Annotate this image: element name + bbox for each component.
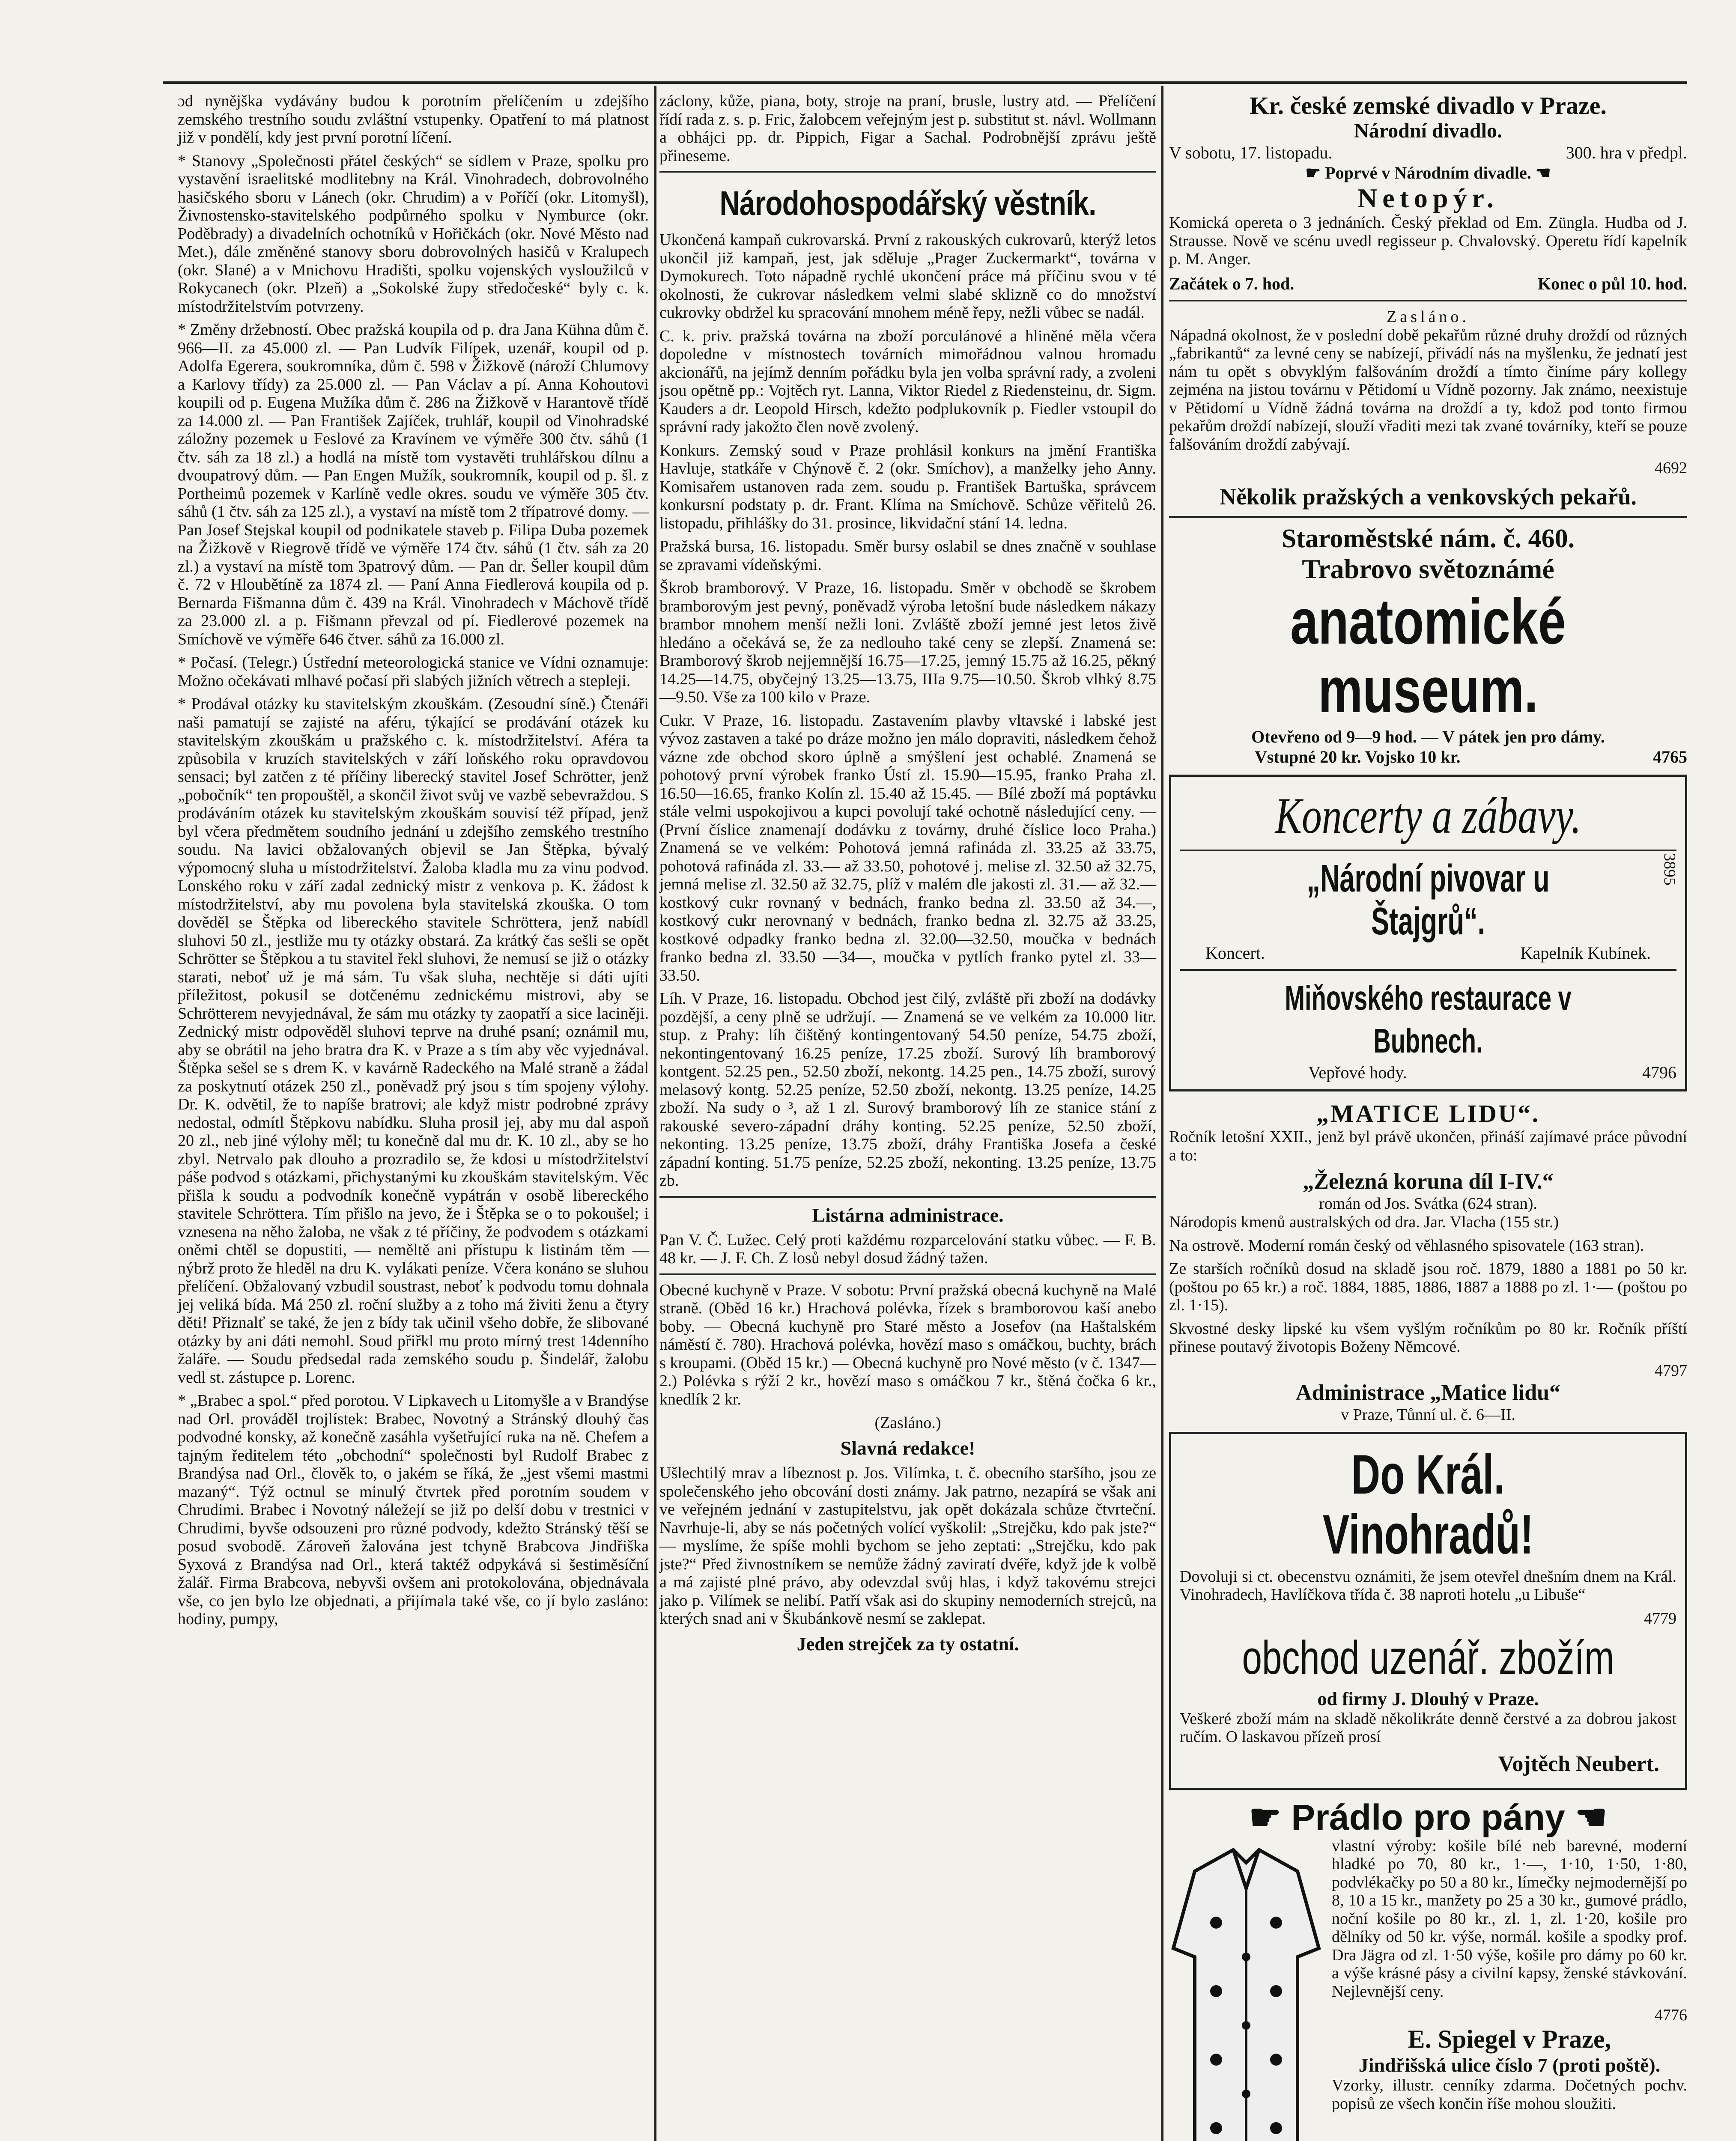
article-stanovy: * Stanovy „Společnosti přátel českých“ se sídlem v Praze, spolku pro vystavění israelitské modlitebny na Král. Vinohradech, dobrovolného hasičského sboru v Lánech (okr. Chrudim) a v Poříčí (okr. Litomyšl), Živnostensko-stavitelského podpůrného spolku v Nymburce (okr. Poděbrady) a divadelních ochotníků v Hořičkách (okr. Nové Město nad Met.), dále změněné stanovy sboru dobrovolných hasičů v Kralupech (okr. Slané) a v Mnichovu Hradišti, spolku vojenských vysloužilců v Rokycanech (okr. Plzeň) a „Sokolské župy středočeské“ byly c. k. místodržitelstvím potvrzeny. [178, 152, 649, 316]
theatre-desc: Komická opereta o 3 jednáních. Český překlad od Em. Züngla. Hudba od J. Strausse. Nově ve scénu uvedl regisseur p. Chvalovský. Operetu řídí kapelník p. M. Anger. [1169, 214, 1687, 268]
article-pocasi: * Počasí. (Telegr.) Ústřední meteorologická stanice ve Vídni oznamuje: Možno očekávati mlhavé počasí při slabých jižních větrech a stepleji. [178, 653, 649, 690]
zaslano2-label: Zasláno. [1387, 307, 1470, 326]
eco-skrob: Škrob bramborový. V Praze, 16. listopadu. Směr v obchodě se škrobem bramborovým jest pevný, poněvadž výroba letošní bude následkem nákazy brambor mnohem menší nežli loni. Zvláště zboží jemné jest letos živě hledáno a očekává se, že za nedlouho také ceny se zlepší. Znamená se: Bramborový škrob nejjemnější 16.75—17.25, jemný 15.75 až 16.25, pěkný 14.25—14.75, obyčejný 13.25—13.75, IIIa 9.75—10.50. Škrob vlhký 8.75—9.50. Vše za 100 kilo v Praze. [659, 579, 1156, 706]
matice-intro: Ročník letošní XXII., jenž byl právě ukončen, přináší zajímavé práce původní a to: [1169, 1128, 1687, 1164]
column-rule-1 [654, 86, 656, 2141]
theatre-times [1169, 274, 1687, 294]
separator [1180, 850, 1676, 851]
listarna-title: Listárna administrace. [812, 1204, 1004, 1226]
theatre-rep: 300. hra v předpl. [1566, 143, 1687, 162]
hand-pointer-icon: ☛ [1249, 1797, 1292, 1837]
vinohrady-offer: Veškeré zboží mám na skladě několikráte denně čerstvé a za dobrou jakost ručím. O laskavou přízeň prosí [1180, 1709, 1676, 1746]
hody-label: Vepřové hody. [1308, 1063, 1407, 1082]
pivovar-title: „Národní pivovar u Štajgrů“. [1306, 857, 1550, 943]
hand-pointer-icon: ☚ [1565, 1797, 1608, 1837]
eco-konkurs: Konkurs. Zemský soud v Praze prohlásil konkurs na jmění Františka Havluje, statkáře v Chýnově č. 2 (okr. Smíchov), a manželky jeho Anny. Komisařem ustanoven rada zem. soudu p. František Bartuška, správcem konkursní podstaty p. dr. Frant. Klíma na Smíchově. Schůze věřitelů 26. listopadu, přihlášky do 31. prosince, likvidační stání 14. ledna. [659, 441, 1156, 532]
koncert-label: Koncert. [1205, 943, 1265, 963]
hand-pointer-icon: ☛ [1305, 163, 1325, 182]
article-otazky: * Prodával otázky ku stavitelským zkouškám. (Zesoudní síně.) Čtenáři naši pamatují se zajisté na aféru, týkající se prodávání otázek ku stavitelským zkouškám u pražského c. k. místodržitelství. Aféra ta způsobila v kruzích stavitelských v září loňského roku opravdovou sensaci; byl zatčen z té příčiny liberecký stavitel Josef Schrötter, jenž „pobočník“ ten propouštěl, a skončil život svůj ve vazbě sebevraždou. S prodáváním otázek ku stavitelským zkouškám souvisí též případ, jenž byl včera předmětem soudního jednání u zdejšího zemského trestního soudu. Na lavici obžalovaných objevil se Jan Štěpka, bývalý výpomocný sluha u místodržitelství. Žaloba kladla mu za vinu podvod. Lonského roku v září zadal zednický mistr z venkova p. K. žádost k místodržitelství, aby mu povolena byla stavitelská zkouška. O tom dověděl se Štěpka od libereckého stavitele Schröttera, jenž nabídl sluhovi 50 zl., jestliže mu ty otázky obstará. Za krátký čas sešli se opět Schrötter se Štěpkou a tu stavitel řekl sluhovi, že nemusí se již o otázky starati, neboť už je má sám. Tu však sluha, nechtěje si dáti ujíti příležitost, pokusil se dotčenému zednickému mistrovi, aby se Schrötterem nevyjednával, že sám mu otázky ty zaopatří a sice laciněji. Zednický mistr odpověděl sluhovi teprve na druhé psaní; oznámil mu, aby se obrátil na jeho bratra dra K. v Praze a s tím aby věc vyjednával. Štěpka sešel se s drem K. v kavárně Radeckého na Malé straně a žádal za poskytnutí otázek 250 zl., poněvadž prý jsou s tím spojeny výlohy. Dr. K. odvětil, že to napíše bratrovi; ale když mistr podrobné zprávy nedostal, odmítl Štěpkovu nabídku. Sluha prosil jej, aby mu dal aspoň 20 zl., neb jiné výlohy měl; tu konečně dal mu dr. K. 10 zl., aby se ho zbyl. Netrvalo pak dlouho a prozradilo se, že kdosi u místodržitelství páše podvod s otázkami, přichystanými ku zkouškám stavitelským. Věc přišla k soudu a podvodník konečně vypátrán v osobě libereckého stavitele Schröttera. Tím přišlo na jevo, že i Štěpka se o to pokoušel; i vznesena na něho žaloba, ne však z té příčiny, že podvodem s otázkami oněmi chtěl se dopustiti, — neměltě ani přístupu k listinám těm — nýbrž proto že hleděl na dru K. vylákati peníze. Včera konáno se sluhou přelíčení. Obžalovaný vzbudil soustrast, neboť k podvodu tomu dohnala jej veliká bída. Má 250 zl. roční služby a z toho má živiti ženu a čtyry děti! Přiznalť se také, že jen z bídy tak učinil všeho dobře, že slibované otázky by ani dáti nemohl. Soud přiřkl mu proto mírný trest 14denního žaláře. — Soudu předsedal rada zemského soudu p. Šindelář, žalobu vedl st. zástupce p. Lorenc. [178, 695, 649, 1387]
separator [659, 1273, 1156, 1275]
matice-book3: Na ostrově. Moderní román český od věhlasného spisovatele (163 stran). [1169, 1236, 1644, 1255]
zaslano-sign: Jeden strejček za ty ostatní. [796, 1633, 1019, 1655]
shirt-illustration-icon [1169, 1837, 1323, 2141]
theatre-play: Netopýr. [1357, 183, 1499, 213]
separator [659, 1196, 1156, 1198]
vinohrady-firm: od firmy J. Dlouhý v Praze. [1317, 1688, 1539, 1709]
vinohrady-box [1169, 1432, 1687, 1790]
matice-book1-desc: román od Jos. Svátka (624 stran). [1319, 1195, 1537, 1213]
vinohrady-sign: Vojtěch Neubert. [1498, 1751, 1659, 1776]
zaslano2-num: 4692 [1655, 459, 1687, 477]
column-2 [659, 92, 1156, 2141]
museum-price-row [1169, 747, 1687, 767]
museum-address: Staroměstské nám. č. 460. [1281, 524, 1575, 553]
pradlo-num: 4776 [1655, 2006, 1687, 2024]
museum-title: anatomické museum. [1290, 585, 1566, 726]
listarna-text: Pan V. Č. Lužec. Celý proti každému rozparcelování statku vůbec. — F. B. 48 kr. — J. F. Ch. Z losů nebyl dosud žádný tažen. [659, 1231, 1156, 1267]
top-rule [163, 81, 1687, 84]
article-brabec-continued: záclony, kůže, piana, boty, stroje na praní, brusle, lustry atd. — Přelíčení řídí rada z. s. p. Fric, žalobcem veřejným jest p. substitut st. návl. Wollmann a obhájci pp. dr. Pippich, Figar a Sachal. Podrobnější zprávu ještě přineseme. [659, 92, 1156, 165]
matice-title: „MATICE LIDU“. [1316, 1100, 1540, 1127]
matice-next: Skvostné desky lipské ku všem vyšlým ročníkům po 80 kr. Ročník příští přinese poutavý životopis Boženy Němcové. [1169, 1319, 1687, 1356]
zaslano2-text: Nápadná okolnost, že v poslední době pekařům různé druhy droždí od různých „fabrikantů“ za levné ceny se nabízejí, přivádí nás na myšlenku, že jednatí jest nám tu opět s obvyklým falšováním droždí a tímto činíme páry kollegy zejména na jistou továrnu v Pětidomí u Vídně pozorny. Jak známo, neexistuje v Pětidomí u Vídně žádná továrna na droždí a ty, kdož pod tonto firmou pekařům droždí nabízejí, slouží vřaditi mezi tak zvané továrníky, kteří se pouze falšováním droždí zabývají. [1169, 326, 1687, 453]
eco-kampan: Ukončená kampaň cukrovarská. První z rakouských cukrovarů, kterýž letos ukončil již kampaň, jest, jak sděluje „Prager Zuckermarkt“, továrna v Dymokurech. Toto nápadně rychlé ukončení práce má příčinu svou v té okolnosti, že cukrovar následkem velmi slabé sklizně co do množství cukrovky obdržel ku spracování mnohem méně řepy, nežli vůbec se nadál. [659, 231, 1156, 322]
matice-older: Ze starších ročníků dosud na skladě jsou roč. 1879, 1880 a 1881 po 50 kr. (poštou po 65 kr.) a roč. 1884, 1885, 1886, 1887 a 1888 po zl. 1·— (poštou po zl. 1·15). [1169, 1260, 1687, 1314]
zaslano2-sign: Několik pražských a venkovských pekařů. [1220, 484, 1637, 510]
article-vstupenky: ɔd nynějška vydávány budou k porotním přelíčením u zdejšího zemského trestního soudu zvláštní vstupenky. Opatření to má platnost již v pondělí, kdy jest první porotní líčení. [178, 92, 649, 146]
separator [1180, 969, 1676, 971]
pradlo-text: vlastní výroby: košile bílé neb barevné, moderní hladké po 70, 80 kr., 1·—, 1·10, 1·50, 1·80, podvlékačky po 50 a 80 kr., límečky nejmodernější po 8, 10 a 15 kr., manžety po 25 a 30 kr., gumové prádlo, noční košile po 80 kr., zl. 1, zl. 1·20, košile pro dělníky od 50 kr. výše, normál. košile a spodky prof. Dra Jägra od zl. 1·50 výše, košile pro dámy po 60 kr. a výše krásné pásy a civilní kapsy, ženské stávkování. Nejlevnější ceny. [1332, 1837, 1687, 2001]
separator [1169, 300, 1687, 301]
vinohrady-shop: obchod uzenář. zbožím [1242, 1631, 1614, 1684]
theatre-subtitle: Národní divadlo. [1354, 119, 1502, 142]
zaslano-label: (Zasláno.) [874, 1414, 941, 1432]
article-brabec: * „Brabec a spol.“ před porotou. V Lipkavech u Litomyšle a v Brandýse nad Orl. prováděl trojlístek: Brabec, Novotný a Stránský dlouhý čas podvodné konsky, až konečně zasáhla vyšetřující ruka na ně. Chefem a tajným ředitelem této „obchodní“ společnosti byl Rudolf Brabec z Brandýsa nad Orl., člověk to, o jakém se říká, že „jest všemi mastmi mazaný“. Týž octnul se minulý čtvrtek před porotním soudem v Chrudimi. Brabec i Novotný náležejí se již po delší dobu v trestnici v Chrudimi, byvše odsouzeni pro různé podvody, kdežto Stránský těší se posud svobodě. Zároveň žalována jest tchyně Brabcova Jindřiška Syxová z Brandýsa nad Orl., která taktéž odpykává si šestiměsíční žalář. Firma Brabcova, nebyvši ovšem ani protokolována, objednávala vše, co jen bylo lze objednati, a přijímala také vše, co jí bylo zasláno: hodiny, pumpy, [178, 1392, 649, 1628]
museum-num: 4765 [1653, 747, 1687, 766]
theatre-date: V sobotu, 17. listopadu. [1169, 143, 1333, 162]
vinohrady-text: Dovoluji si ct. obecenstvu oznámiti, že jsem otevřel dnešním dnem na Král. Vinohradech, Havlíčkova třída č. 38 naproti hotelu „u Libuše“ [1180, 1567, 1676, 1604]
pradlo-title-row [1169, 1798, 1687, 1837]
eco-porculan: C. k. priv. pražská továrna na zboží porculánové a hliněné měla včera dopoledne v místnostech továrních mimořádnou valnou hromadu akcionářů, na jejímž denním pořádku byla jen volba správní rady, a zvoleni jsou opětně pp.: Vojtěch ryt. Lanna, Viktor Riedel z Riedensteinu, dr. Sigm. Kauders a dr. Leopold Hirsch, kdežto podplukovník p. Fiedler vstoupil do správní rady jakožto člen nově zvolený. [659, 327, 1156, 436]
pradlo-firm: E. Spiegel v Praze, [1408, 2025, 1611, 2053]
theatre-premiere-text: Poprvé v Národním divadle. [1325, 163, 1531, 182]
theatre-date-row [1169, 143, 1687, 163]
koncerty-title: Koncerty a zábavy. [1275, 787, 1581, 844]
column-3 [1169, 92, 1687, 2141]
museum-open: Otevřeno od 9—9 hod. — V pátek jen pro dámy. [1251, 727, 1605, 746]
matice-book2: Národopis kmenů australských od dra. Jar. Vlacha (155 str.) [1169, 1213, 1559, 1231]
pradlo-body [1169, 1837, 1687, 2025]
pradlo-footer: Vzorky, illustr. cenníky zdarma. Dočetných pochv. popisů ze všech končin říše mohou sloužiti. [1332, 2076, 1687, 2113]
zaslano-text: Ušlechtilý mrav a líbeznost p. Jos. Vilímka, t. č. obecního staršího, jsou ze společenského jeho obcování dosti známy. Jak patrno, nezapírá se však ani ve veřejném jednání v zastupitelstvu, jak opět dokázala schůze čtvrteční. Navrhuje-li, aby se nás početných volící vyškolil: „Strejčku, kdo pak jste?“ — myslíme, že spíše mohli bychom se jeho zeptati: „Strejčku, kdo pak jste?“ Před živnostníkem se nemůže žádný zaviratí dvéře, když jde k volbě a má zajisté plné právo, aby odevzdal svůj hlas, i když takovému strejci jako p. Vilímek se nelibí. Patří však asi do skupiny nemoderních strejců, na kterých snad ani v Škubánkově nesmí se zaklepat. [659, 1464, 1156, 1628]
separator [1169, 516, 1687, 518]
matice-address: v Praze, Tůnní ul. č. 6—II. [1341, 1405, 1515, 1424]
kapelnik-label: Kapelník Kubínek. [1520, 943, 1651, 963]
theatre-premiere [1169, 163, 1687, 183]
eco-cukr: Cukr. V Praze, 16. listopadu. Zastavením plavby vltavské i labské jest vývoz zastaven a také po dráze možno jen málo dopraviti, následkem čehož vázne zde obchod skoro úplně a smýšlení jest ochablé. Znamená se pohotový první výrobek franko Ústí zl. 15.90—15.95, franko Praha zl. 16.50—16.65, franko Kolín zl. 15.40 až 15.45. — Bílé zboží má poptávku stále velmi uspokojivou a kupci povolují také ochotně následující ceny. — (První číslice znamenají dodávku z továrny, druhé číslice loco Praha.) Znamená se ve velkém: Pohotová jemná rafináda zl. 33.25 až 33.75, pohotová rafináda zl. 33.— až 33.50, pohotové j. melise zl. 32.50 až 32.75, jemná melise zl. 32.50 až 32.75, plíž v malém dle jakosti zl. 31.— až 32.— kostkový cukr rovnaný v bednách, franko bedna zl. 33.50 až 34.—, kostkový cukr nerovnaný v bednách, franko bedna zl. 32.75 až 33.25, kostkové odpadky franko bedna zl. 32.00—32.50, moučka v bednách franko bedna zl. 33.50 —34—, moučka v pytlích franko pytel zl. 33—33.50. [659, 711, 1156, 984]
vinohrady-title: Do Král. Vinohradů! [1322, 1443, 1534, 1565]
theatre-start: Začátek o 7. hod. [1169, 274, 1295, 293]
koncert-row [1180, 943, 1676, 963]
column-rule-2 [1161, 86, 1163, 2141]
eco-bursa: Pražská bursa, 16. listopadu. Směr bursy oslabil se dnes značně v souhlase se zpravami vídeňskými. [659, 537, 1156, 574]
theatre-end: Konec o půl 10. hod. [1538, 274, 1687, 293]
vinohrady-num: 4779 [1644, 1609, 1676, 1628]
pradlo-address: Jindřišská ulice číslo 7 (proti poště). [1358, 2054, 1661, 2076]
koncerty-num: 4796 [1642, 1063, 1676, 1082]
separator [659, 171, 1156, 173]
zaslano-title: Slavná redakce! [840, 1437, 975, 1459]
koncerty-box [1169, 775, 1687, 1091]
matice-num: 4797 [1655, 1361, 1687, 1380]
pradlo-title: Prádlo pro pány [1291, 1797, 1565, 1837]
theatre-title: Kr. české zemské divadlo v Praze. [1250, 92, 1607, 119]
column-1 [178, 92, 649, 2141]
koncerty-side-num: 3895 [1661, 853, 1679, 886]
hand-pointer-icon: ☚ [1531, 163, 1551, 182]
article-drzebnosti: * Změny držebností. Obec pražská koupila od p. dra Jana Kühna dům č. 966—II. za 45.000 zl. — Pan Ludvík Filípek, uzenář, koupil od p. Adolfa Egerera, soukromníka, dům č. 598 v Žižkově (nároží Chlumovy a Karlovy třídy) za 25.000 zl. — Pan Václav a pí. Anna Kohoutovi koupili od p. Eugena Mužíka dům č. 286 na Žižkově v Harantově třídě za 14.000 zl. — Pan František Zajíček, truhlář, koupil od Vinohradské záložny pozemek u Feslové za Kravínem ve výměře 300 čtv. sáhů (1 čtv. sáh za 18 zl.) a hodlá na místě tom vystavěti truhlářskou dílnu a dvoupatrový dům. — Pan Engen Mužík, soukromník, koupil od p. šl. z Portheimů pozemek v Karlíně vedle okres. soudu ve výměře 305 čtv. sáhů (1 čtv. sáh za 125 zl.), a vystaví na místě tom 2 třípatrové domy. — Pan Josef Stejskal koupil od podnikatele staveb p. Filipa Duba pozemek na Žižkově v Riegrově třídě ve výměře 174 čtv. sáhů (1 čtv. sáh za 20 zl.) a vystaví na místě tom 3patrový dům. — Pan dr. Šeller koupil dům č. 72 v Hloubětíně za 1874 zl. — Paní Anna Fiedlerová koupila od p. Bernarda Fišmanna dům č. 439 na Král. Vinohradech v Máchově třídě za 23.000 zl. a p. Fišmann převzal od pí. Fiedlerové pozemek na Smíchově ve výměře 646 čtver. sáhů za 16.000 zl. [178, 321, 649, 648]
restaurace-title: Miňovského restaurace v Bubnech. [1285, 979, 1572, 1060]
hody-row [1180, 1062, 1676, 1082]
economic-section-title: Národohospodářský věstník. [719, 184, 1096, 222]
museum-subtitle: Trabrovo světoznámé [1302, 554, 1554, 584]
matice-admin: Administrace „Matice lidu“ [1295, 1380, 1561, 1405]
museum-price: Vstupné 20 kr. Vojsko 10 kr. [1255, 747, 1461, 766]
matice-book1: „Železná koruna díl I-IV.“ [1303, 1169, 1554, 1194]
eco-lih: Líh. V Praze, 16. listopadu. Obchod jest čilý, zvláště při zboží na dodávky pozdější, a ceny plně se udržují. — Znamená se ve velkém za 10.000 litr. stup. z Prahy: líh čištěný kontingentovaný 54.50 peníze, 54.75 zboží, nekontingentovaný 16.25 peníze, 17.25 zboží. Surový líh bramborový kontgent. 52.25 pen., 52.50 zboží, nekontg. 14.25 pen., 14.75 zboží, surový melasový kontg. 52.25 peníze, 52.50 zboží, nekontg. 13.25 peníze, 14.25 zboží. Na sudy o ³, až 1 zl. Surový bramborový líh ze stanice stání z rakouské severo-západní dráhy konting. 52.25 peníze, 52.50 zboží, nekonting. 13.25 peníze, 13.75 zboží, dráhy Františka Josefa a české západní konting. 51.75 peníze, 52.25 zboží, nekonting. 13.25 peníze, 13.75 zb. [659, 990, 1156, 1190]
kuchyne-text: Obecné kuchyně v Praze. V sobotu: První pražská obecná kuchyně na Malé straně. (Oběd 16 kr.) Hrachová polévka, řízek s bramborovou kaší anebo boby. — Obecná kuchyně pro Staré město a Josefov (na Haštalském náměstí č. 780). Hrachová polévka, hovězí maso s omáčkou, buchty, brách s kroupami. (Oběd 15 kr.) — Obecná kuchyně pro Nové město (v č. 1347—2.) Polévka s rýží 2 kr., hovězí maso s omáčkou 7 kr., štěná čočka 6 kr., knedlík 2 kr. [659, 1281, 1156, 1408]
